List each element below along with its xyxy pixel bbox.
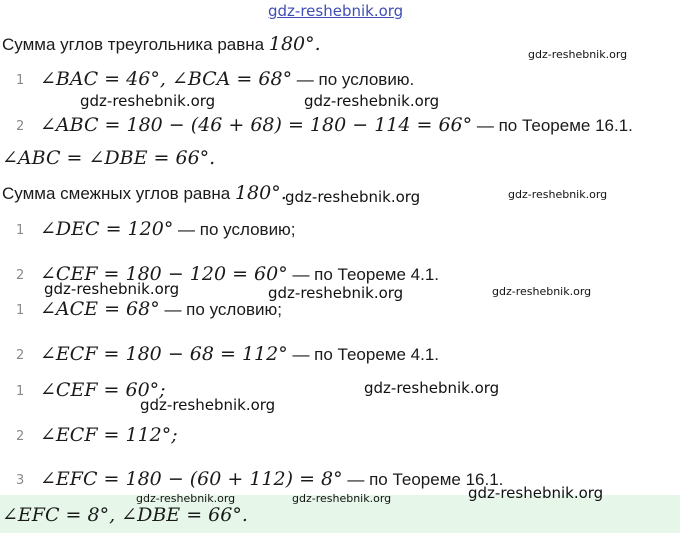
intro-paragraph (2, 33, 321, 56)
step-line (40, 424, 178, 447)
result-math: ∠ABC = ∠DBE = 66°. (2, 147, 216, 169)
step-math: ∠CEF = 180 − 120 = 60° (40, 263, 288, 285)
watermark: gdz-reshebnik.org (140, 396, 276, 414)
watermark[interactable]: gdz-reshebnik.org (268, 2, 404, 20)
step-note: — по условию; (159, 300, 282, 319)
intro-math: 180°. (234, 182, 287, 204)
step-line (40, 114, 633, 137)
intro-text: Сумма смежных углов равна (2, 184, 235, 203)
step-math: ∠ACE = 68° (40, 298, 160, 320)
answer-math: ∠EFC = 8°, ∠DBE = 66°. (2, 504, 248, 526)
intro-text: Сумма углов треугольника равна (2, 35, 269, 54)
step-note: — по условию; (173, 220, 296, 239)
step-math: ∠ECF = 180 − 68 = 112° (40, 343, 288, 365)
step-math: ∠EFC = 180 − (60 + 112) = 8° (40, 468, 343, 490)
watermark: gdz-reshebnik.org (468, 484, 604, 502)
step-line (40, 298, 282, 321)
watermark: gdz-reshebnik.org (304, 92, 440, 110)
step-note: — по Теореме 4.1. (287, 265, 440, 284)
step-number: 1 (16, 223, 25, 238)
step-number: 2 (16, 119, 25, 134)
step-math: ∠ABC = 180 − (46 + 68) = 180 − 114 = 66° (40, 114, 473, 136)
step-number: 2 (16, 348, 25, 363)
step-math: ∠ECF = 112°; (40, 424, 178, 446)
answer-line (2, 504, 248, 527)
watermark: gdz-reshebnik.org (268, 284, 404, 302)
step-math: ∠CEF = 60°; (40, 379, 166, 401)
watermark: gdz-reshebnik.org (528, 48, 628, 61)
watermark: gdz-reshebnik.org (285, 188, 421, 206)
step-number: 1 (16, 384, 25, 399)
step-number: 1 (16, 303, 25, 318)
step-math: ∠DEC = 120° (40, 218, 174, 240)
watermark: gdz-reshebnik.org (508, 188, 608, 201)
intro-paragraph (2, 182, 287, 205)
intro-math: 180°. (268, 33, 321, 55)
watermark: gdz-reshebnik.org (364, 379, 500, 397)
step-number: 1 (16, 73, 25, 88)
watermark: gdz-reshebnik.org (136, 492, 236, 505)
watermark: gdz-reshebnik.org (80, 92, 216, 110)
step-number: 2 (16, 429, 25, 444)
step-note: — по условию. (292, 70, 415, 89)
step-note: — по Теореме 16.1. (342, 470, 504, 489)
step-line (40, 68, 414, 91)
step-line (40, 343, 439, 366)
step-number: 3 (16, 473, 25, 488)
watermark: gdz-reshebnik.org (44, 280, 180, 298)
step-number: 2 (16, 268, 25, 283)
step-line (40, 468, 503, 491)
step-line (40, 218, 296, 241)
result-line (2, 147, 215, 170)
watermark: gdz-reshebnik.org (492, 285, 592, 298)
step-math: ∠BAC = 46°, ∠BCA = 68° (40, 68, 293, 90)
step-note: — по Теореме 16.1. (472, 116, 633, 135)
step-note: — по Теореме 4.1. (287, 345, 440, 364)
watermark: gdz-reshebnik.org (292, 492, 392, 505)
